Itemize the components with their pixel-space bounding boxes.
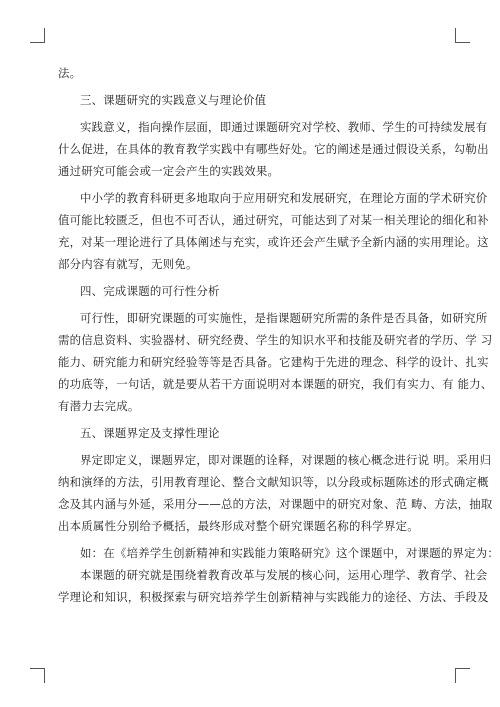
text-line: 念及其内涵与外延，采用分——总的方法，对课题中的研究对象、范 畴、方法，抽取 xyxy=(58,497,493,511)
document-page xyxy=(58,62,500,608)
text-line: 如：在《培养学生创新精神和实践能力策略研究》这个课题中，对课题的界定为： xyxy=(80,546,500,560)
text-line: 值可能比较匮乏，但也不可否认，通过研究，可能达到了对某一相关理论的细化和补 xyxy=(58,213,489,227)
text-line: 有潜力去完成。 xyxy=(58,399,140,413)
text-line: 界定即定义，课题界定，即对课题的诠释，对课题的核心概念进行说 明。采用归 xyxy=(80,453,492,467)
text-line: 出本质属性分别给予概括，最终形成对整个研究课题名称的科学界定。 xyxy=(58,519,419,533)
text-line: 三、课题研究的实践意义与理论价值 xyxy=(80,93,267,107)
text-line: 本课题的研究就是围绕着教育改革与发展的核心问，运用心理学、教育学、社会 xyxy=(80,568,488,582)
text-line: 通过研究可能会或一定会产生的实践效果。 xyxy=(58,164,280,178)
crop-mark-top-right xyxy=(455,28,470,43)
text-line: 可行性，即研究课题的可实施性，是指课题研究所需的条件是否具备，如研究所 xyxy=(80,311,488,325)
text-line: 充，对某一理论进行了具体阐述与充实，或许还会产生赋予全新内涵的实用理论。这 xyxy=(58,235,489,249)
text-line: 能力、研究能力和研究经验等等是否具备。它建构于先进的理念、科学的设计、扎实 xyxy=(58,355,489,369)
text-line: 的功底等，一句话，就是要从若干方面说明对本课题的研究，我们有实力、有 能力、 xyxy=(58,377,493,391)
text-line: 中小学的教育科研更多地取向于应用研究和发展研究，在理论方面的学术研究价 xyxy=(80,191,488,205)
text-line: 纳和演绎的方法，引用教育理论、整合文献知识等，以分段或标题陈述的形式确定概 xyxy=(58,475,489,489)
crop-mark-bottom-right xyxy=(455,668,470,683)
text-line: 部分内容有就写，无则免。 xyxy=(58,257,198,271)
text-line: 五、课题界定及支撑性理论 xyxy=(80,426,220,440)
text-line: 学理论和知识，积极探索与研究培养学生创新精神与实践能力的途径、方法、手段及 xyxy=(58,590,489,604)
text-line: 法。 xyxy=(58,66,82,80)
text-line: 实践意义，指向操作层面，即通过课题研究对学校、教师、学生的可持续发展有 xyxy=(80,120,488,134)
text-line: 需的信息资料、实验器材、研究经费、学生的知识水平和技能及研究者的学历、学 习 xyxy=(58,333,493,347)
crop-mark-bottom-left xyxy=(30,668,45,683)
text-line: 什么促进，在具体的教育教学实践中有哪些好处。它的阐述是通过假设关系，勾勒出 xyxy=(58,142,489,156)
crop-mark-top-left xyxy=(30,28,45,43)
text-line: 四、完成课题的可行性分析 xyxy=(80,284,220,298)
